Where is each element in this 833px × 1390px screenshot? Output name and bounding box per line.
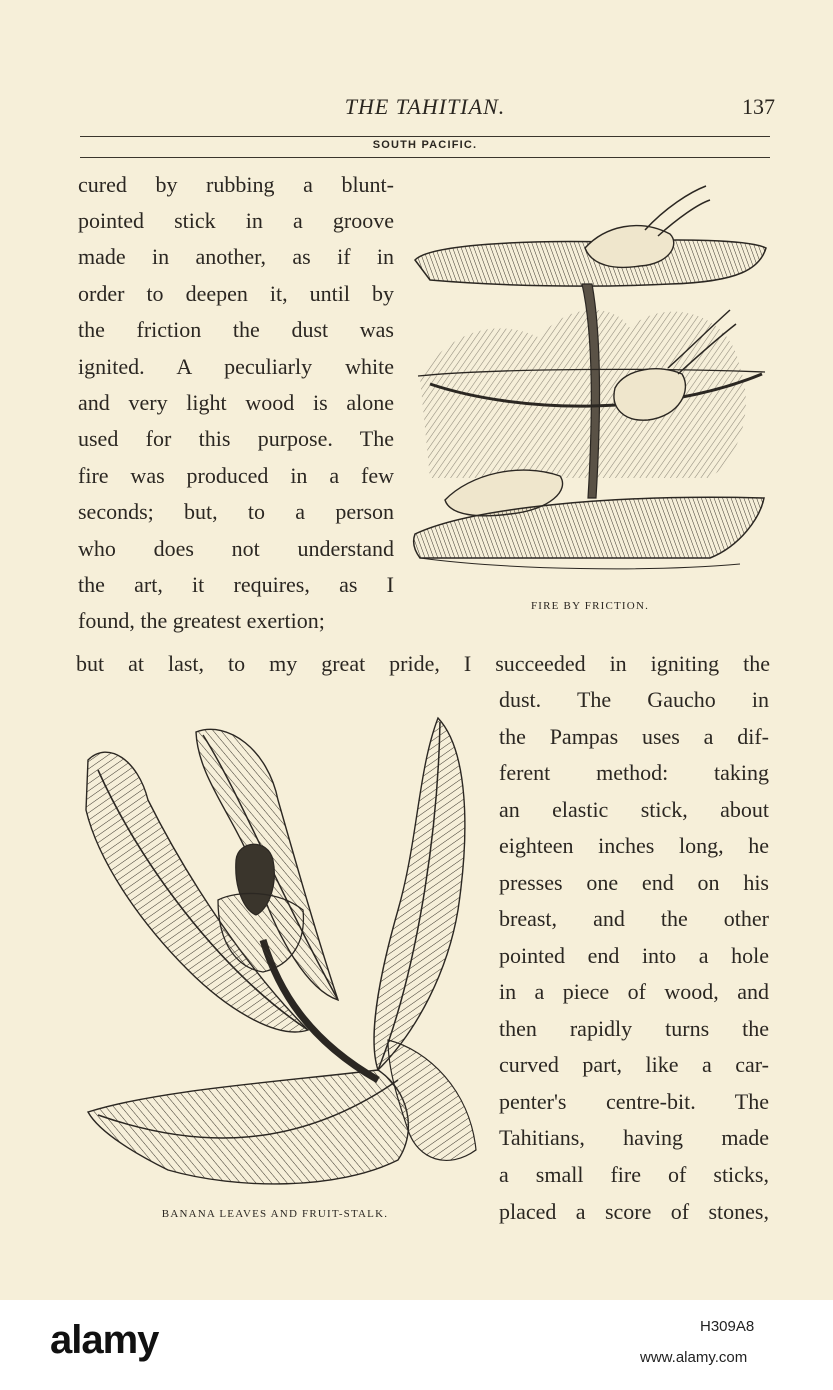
text-line: ignited. A peculiarly white bbox=[78, 354, 394, 379]
text-line: found, the greatest exertion; bbox=[78, 608, 325, 633]
banana-leaves-illustration bbox=[78, 710, 482, 1202]
text-line: eighteen inches long, he bbox=[499, 833, 769, 858]
text-line: made in another, as if in bbox=[78, 244, 394, 269]
text-line: a small fire of sticks, bbox=[499, 1162, 769, 1187]
text-line: dust. The Gaucho in bbox=[499, 687, 769, 712]
page-number: 137 bbox=[742, 94, 775, 119]
text-line: penter's centre-bit. The bbox=[499, 1089, 769, 1114]
text-line: the art, it requires, as I bbox=[78, 572, 394, 597]
text-line: curved part, like a car- bbox=[499, 1052, 769, 1077]
text-line: the friction the dust was bbox=[78, 317, 394, 342]
text-line: but at last, to my great pride, I succeeded in igniting the bbox=[76, 651, 770, 676]
text-line: presses one end on his bbox=[499, 870, 769, 895]
header-rule-top bbox=[80, 136, 770, 137]
text-line: who does not understand bbox=[78, 536, 394, 561]
text-line: placed a score of stones, bbox=[499, 1199, 769, 1224]
text-line: ferent method: taking bbox=[499, 760, 769, 785]
text-line: an elastic stick, about bbox=[499, 797, 769, 822]
text-line: pointed stick in a groove bbox=[78, 208, 394, 233]
text-line: in a piece of wood, and bbox=[499, 979, 769, 1004]
text-line: fire was produced in a few bbox=[78, 463, 394, 488]
text-line: then rapidly turns the bbox=[499, 1016, 769, 1041]
text-line: cured by rubbing a blunt- bbox=[78, 172, 394, 197]
running-title: THE TAHITIAN. bbox=[344, 94, 506, 119]
text-line: and very light wood is alone bbox=[78, 390, 394, 415]
image-id: H309A8 bbox=[700, 1318, 755, 1335]
text-line: the Pampas uses a dif- bbox=[499, 724, 769, 749]
text-line: used for this purpose. The bbox=[78, 426, 394, 451]
alamy-logo: alamy bbox=[50, 1318, 159, 1362]
text-line: breast, and the other bbox=[499, 906, 769, 931]
fire-by-friction-illustration bbox=[410, 178, 772, 588]
text-line: seconds; but, to a person bbox=[78, 499, 394, 524]
stock-url: www.alamy.com bbox=[640, 1349, 748, 1366]
section-label: SOUTH PACIFIC. bbox=[372, 139, 478, 151]
fire-figure-caption: FIRE BY FRICTION. bbox=[530, 600, 650, 612]
header-rule-bottom bbox=[80, 157, 770, 158]
text-line: Tahitians, having made bbox=[499, 1125, 769, 1150]
banana-figure-caption: BANANA LEAVES AND FRUIT-STALK. bbox=[161, 1208, 389, 1220]
text-line: pointed end into a hole bbox=[499, 943, 769, 968]
text-line: order to deepen it, until by bbox=[78, 281, 394, 306]
